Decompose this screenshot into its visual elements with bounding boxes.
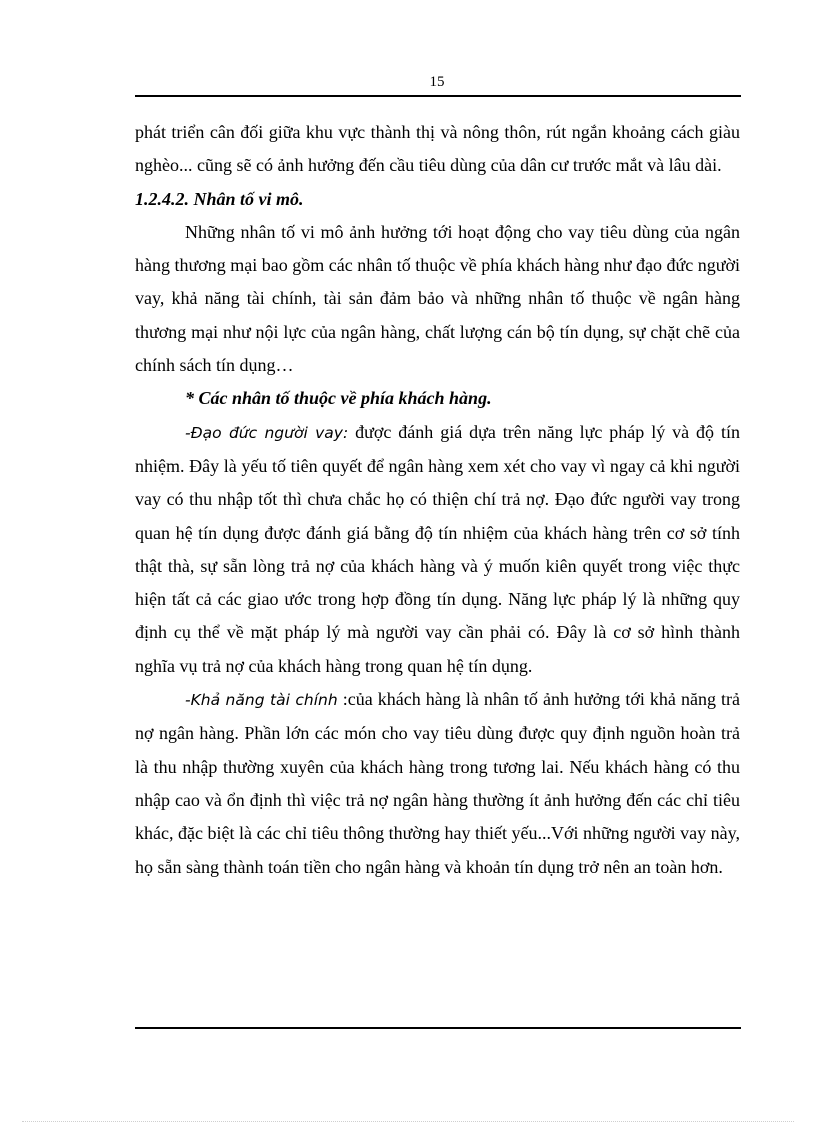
- header-rule: [135, 95, 741, 97]
- subsection-heading: * Các nhân tố thuộc về phía khách hàng.: [185, 388, 492, 409]
- paragraph-4-text: :của khách hàng là nhân tố ảnh hưởng tới khả năng trả nợ ngân hàng. Phần lớn các món cho vay tiêu dùng được quy định nguồn hoàn trả là thu nhập thường xuyên của khách hàng trong tương lai. Nếu khách hàng có thu nhập cao và ổn định thì việc trả nợ ngân hàng thường ít ảnh hưởng đến các chỉ tiêu khác, đặc biệt là các chỉ tiêu thông thường hay thiết yếu...Với những người vay này, họ sẵn sàng thành toán tiền cho ngân hàng và khoản tín dụng trở nên an toàn hơn.: [135, 689, 740, 877]
- paragraph-3-lead: -Đạo đức người vay:: [185, 423, 349, 442]
- paragraph-4-lead: -Khả năng tài chính: [185, 691, 338, 710]
- paragraph-4: [135, 683, 740, 884]
- paragraph-3: [135, 416, 740, 683]
- page-body: [135, 116, 740, 884]
- footer-rule: [135, 1027, 741, 1029]
- page-number: 15: [429, 74, 445, 90]
- paragraph-2: Những nhân tố vi mô ảnh hưởng tới hoạt động cho vay tiêu dùng của ngân hàng thương mại bao gồm các nhân tố thuộc về phía khách hàng như đạo đức người vay, khả năng tài chính, tài sản đảm bảo và những nhân tố thuộc về ngân hàng thương mại như nội lực của ngân hàng, chất lượng cán bộ tín dụng, sự chặt chẽ của chính sách tín dụng…: [135, 221, 740, 376]
- page-edge: [22, 1121, 794, 1122]
- paragraph-3-text: được đánh giá dựa trên năng lực pháp lý và độ tín nhiệm. Đây là yếu tố tiên quyết để ngân hàng xem xét cho vay vì ngay cả khi người vay có thu nhập tốt thì chưa chắc họ có thiện chí trả nợ. Đạo đức người vay trong quan hệ tín dụng được đánh giá bằng độ tín nhiệm của khách hàng trên cơ sở tính thật thà, sự sẵn lòng trả nợ của khách hàng và ý muốn kiên quyết trong việc thực hiện tất cả các giao ước trong hợp đồng tín dụng. Năng lực pháp lý là những quy định cụ thể về mặt pháp lý mà người vay cần phải có. Đây là cơ sở hình thành nghĩa vụ trả nợ của khách hàng trong quan hệ tín dụng.: [135, 421, 740, 676]
- section-heading: 1.2.4.2. Nhân tố vi mô.: [135, 188, 304, 209]
- paragraph-1: phát triển cân đối giữa khu vực thành thị và nông thôn, rút ngắn khoảng cách giàu nghèo... cũng sẽ có ảnh hưởng đến cầu tiêu dùng của dân cư trước mắt và lâu dài.: [135, 122, 740, 176]
